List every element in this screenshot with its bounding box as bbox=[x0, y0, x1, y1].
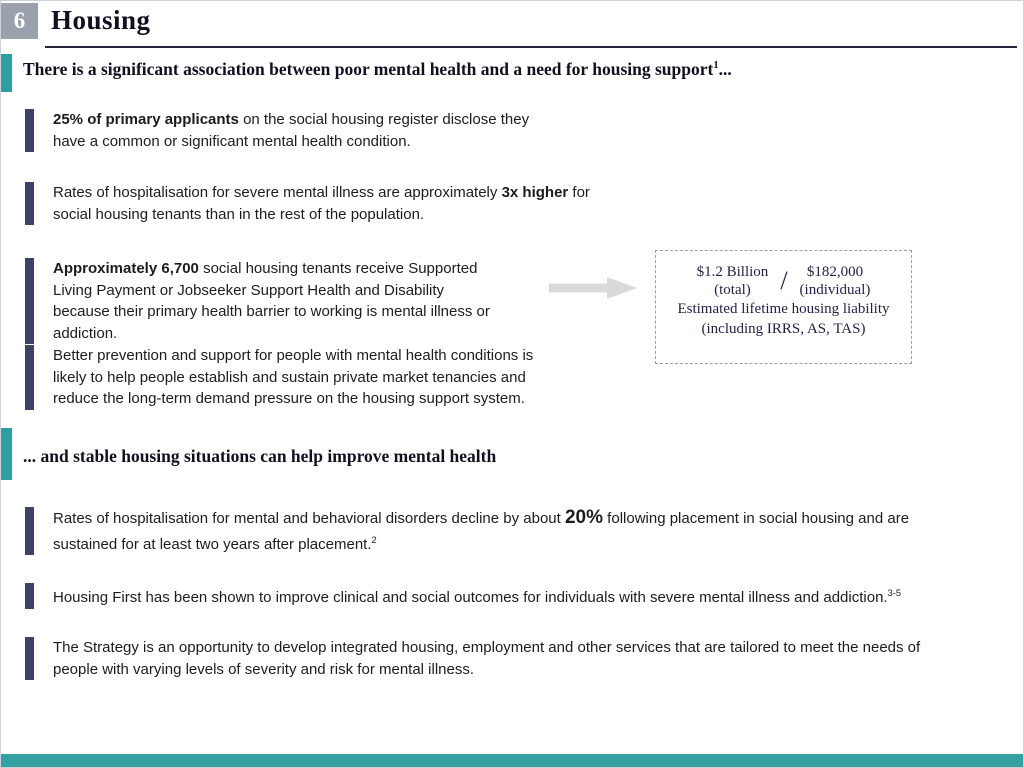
slash-divider: / bbox=[780, 266, 788, 295]
total-amount: $1.2 Billion bbox=[696, 264, 769, 280]
total-block bbox=[697, 263, 769, 299]
text-segment: for social housing tenants than in the rest of the population. bbox=[53, 184, 590, 223]
total-label: (total) bbox=[714, 282, 751, 298]
text-segment: The Strategy is an opportunity to develop integrated housing, employment and other services that are tailored to meet the needs of people with varying levels of severity and risk for mental illness. bbox=[53, 639, 921, 678]
callout-caption: Estimated lifetime housing liability bbox=[677, 301, 890, 317]
callout-subcaption: (including IRRS, AS, TAS) bbox=[701, 321, 866, 337]
text-segment: 1 bbox=[713, 60, 719, 72]
bullet-text bbox=[53, 507, 943, 555]
text-segment: on the social housing register disclose they have a common or significant mental health condition. bbox=[53, 111, 530, 150]
text-segment: 20% bbox=[564, 507, 604, 528]
individual-block bbox=[800, 263, 871, 299]
bullet-bar bbox=[25, 182, 34, 225]
text-segment: following placement in social housing and are sustained for at least two years after placement. bbox=[53, 510, 910, 553]
bullet-text bbox=[53, 583, 901, 609]
bullet-text bbox=[53, 182, 615, 225]
callout-amounts bbox=[656, 263, 911, 299]
section2-heading bbox=[23, 446, 943, 467]
slide-number-badge bbox=[1, 3, 38, 39]
bullet-text bbox=[53, 258, 497, 344]
text-segment: 3-5 bbox=[887, 588, 902, 598]
individual-amount: $182,000 bbox=[806, 264, 864, 280]
individual-label: (individual) bbox=[799, 282, 871, 298]
title-divider bbox=[45, 46, 1017, 48]
bullet-bar bbox=[25, 109, 34, 152]
text-segment: Better prevention and support for people with mental health conditions is likely to help people establish and sustain private market tenancies and reduce the long-term demand pressure on the housing support system. bbox=[53, 347, 534, 407]
text-segment: ... bbox=[718, 59, 732, 79]
section1-accent-bar bbox=[1, 54, 12, 92]
text-segment: Rates of hospitalisation for mental and behavioral disorders decline by about bbox=[53, 510, 565, 527]
bullet-item-strategy bbox=[25, 637, 937, 680]
bullet-item-decline bbox=[25, 507, 943, 555]
text-segment: Approximately 6,700 bbox=[53, 260, 199, 277]
bullet-item-applicants bbox=[25, 109, 560, 152]
text-segment: Rates of hospitalisation for severe mental illness are approximately bbox=[53, 184, 502, 201]
bullet-text bbox=[53, 109, 560, 152]
bottom-accent-bar bbox=[1, 754, 1024, 767]
bullet-item-housing-first bbox=[25, 583, 960, 609]
bullet-item-tenants bbox=[25, 258, 497, 344]
liability-callout bbox=[655, 250, 912, 364]
text-segment: There is a significant association between poor mental health and a need for housing support bbox=[23, 59, 714, 79]
text-segment: 3x higher bbox=[501, 184, 569, 201]
text-segment: 2 bbox=[371, 534, 377, 545]
arrow-right-icon bbox=[549, 277, 637, 299]
bullet-bar bbox=[25, 637, 34, 680]
bullet-text bbox=[53, 345, 570, 410]
bullet-bar bbox=[25, 583, 34, 609]
page-title: Housing bbox=[51, 5, 151, 35]
text-segment: ... and stable housing situations can help improve mental health bbox=[23, 446, 497, 466]
bullet-text bbox=[53, 637, 937, 680]
section1-heading bbox=[23, 59, 943, 80]
bullet-item-hospitalisation bbox=[25, 182, 615, 225]
bullet-item-prevention bbox=[25, 345, 570, 410]
bullet-bar bbox=[25, 507, 34, 555]
bullet-bar bbox=[25, 258, 34, 344]
text-segment: social housing tenants receive Supported Living Payment or Jobseeker Support Health and Disability because their primary health barrier to working is mental illness or addiction. bbox=[53, 260, 490, 342]
section2-accent-bar bbox=[1, 428, 12, 480]
slide-number: 6 bbox=[13, 8, 26, 33]
bullet-bar bbox=[25, 345, 34, 410]
text-segment: Housing First has been shown to improve clinical and social outcomes for individuals with severe mental illness and addiction. bbox=[53, 589, 888, 606]
text-segment: 25% of primary applicants bbox=[53, 111, 239, 128]
